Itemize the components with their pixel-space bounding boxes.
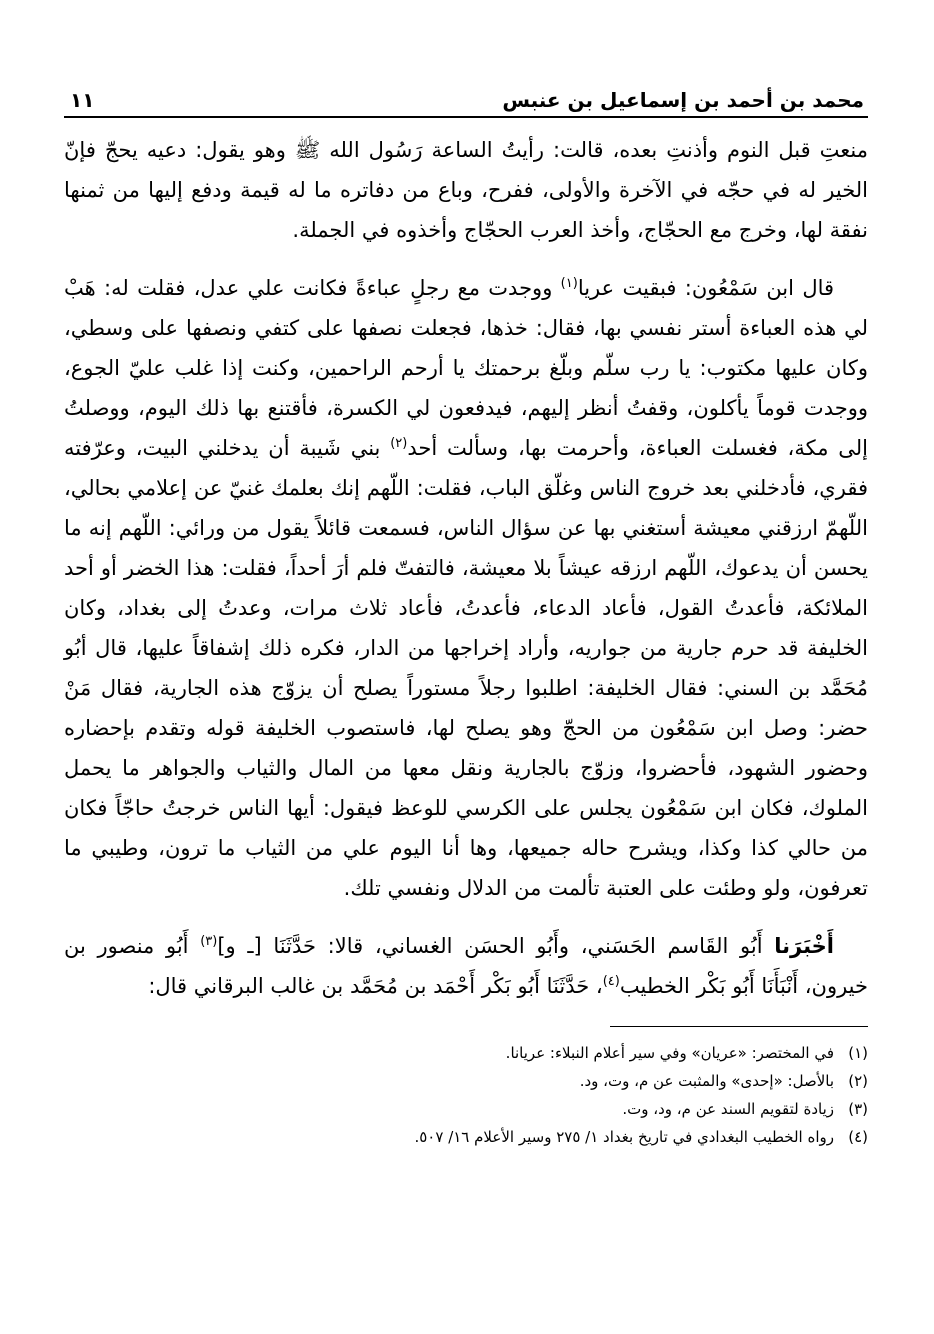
paragraph-text: أَبُو القَاسم الحَسَني، وأَبُو الحسَن الغساني، قالا: حَدَّثَنَا [ـ و] — [217, 934, 775, 958]
footnote-text: زيادة لتقويم السند عن م، ود، وت. — [622, 1100, 834, 1118]
narration-lead: أَخْبَرَنا — [774, 934, 834, 958]
footnote-ref[interactable]: (١) — [560, 276, 578, 291]
paragraph-text: أَبُو منصور بن خيرون، أَنْبَأَنَا أَبُو بَكْر الخطيب — [64, 934, 868, 998]
footnote-ref[interactable]: (٤) — [602, 974, 620, 989]
footnote-number: (٣) — [848, 1100, 868, 1118]
footnote-2 — [64, 1067, 868, 1095]
paragraph-text: ، حَدَّثَنَا أَبُو بَكْر أَحْمَد بن مُحَمَّد بن غالب البرقاني قال: — [148, 974, 603, 998]
paragraph-text: منعتِ قبل النوم وأذنتِ بعده، قالت: رأيتُ الساعة رَسُول الله ﷺ وهو يقول: دعيه يحجّ فإنّ الخير له في حجّه في الآخرة والأولى، ففرح، وباع من دفاتره ما له قيمة ودفع إليها من ثمنها نفقة لها، وخرج مع الحجّاج، وأخذ العرب الحجّاج وأخذوه في الجملة. — [64, 138, 868, 242]
header-title: محمد بن أحمد بن إسماعيل بن عنبس — [502, 88, 864, 112]
footnote-1 — [64, 1039, 868, 1067]
footnote-ref[interactable]: (٢) — [390, 436, 408, 451]
paragraph-text: ووجدت مع رجلٍ عباءةً فكانت علي عدل، فقلت له: هَبْ لي هذه العباءة أستر نفسي بها، فقال: خذها، فجعلت نصفها على كتفي ونصفها على وسطي، وكان عليها مكتوب: يا رب سلّم وبلّغ برحمتك يا أرحم الراحمين، وكنت إذا غلب عليّ الجوع، ووجدت قوماً يأكلون، وقفتُ أنظر إليهم، فيدفعون لي الكسرة، فأقتنع بها ذلك اليوم، ووصلتُ إلى مكة، فغسلت العباءة، وأحرمت بها، وسألت أحد — [64, 276, 868, 460]
footnote-number: (٢) — [848, 1072, 868, 1090]
footnotes — [64, 1039, 868, 1151]
footnote-4 — [64, 1123, 868, 1151]
paragraph-1 — [64, 130, 868, 250]
running-header — [64, 78, 868, 118]
footnote-ref[interactable]: (٣) — [200, 934, 218, 949]
footnote-number: (١) — [848, 1044, 868, 1062]
paragraph-2 — [64, 268, 868, 908]
footnote-number: (٤) — [848, 1128, 868, 1146]
footnote-text: بالأصل: «إحدى» والمثبت عن م، وت، ود. — [579, 1072, 834, 1090]
page-number: ١١ — [70, 88, 95, 112]
footnote-divider — [610, 1026, 868, 1027]
paragraph-text: قال ابن سَمْعُون: فبقيت عريا — [577, 276, 835, 300]
footnote-text: في المختصر: «عريان» وفي سير أعلام النبلاء: عريانا. — [505, 1044, 834, 1062]
paragraph-text: بني شَيبة أن يدخلني البيت، وعرّفته فقري، فأدخلني بعد خروج الناس وغلّق الباب، فقلت: اللّهم إنك بعلمك غنيّ عن إعلامي بحالي، اللّهمّ ارزقني معيشة أستغني بها عن سؤال الناس، فسمعت قائلاً يقول من ورائي: اللّهم إنه ما يحسن أن يدعوك، اللّهم ارزقه عيشاً بلا معيشة، فالتفتّ فلم أرَ أحداً، فقلت: هذا الخضر أو أحد الملائكة، فأعدتُ القول، فأعاد الدعاء، فأعدتُ، فأعاد ثلاث مرات، وعدتُ إلى بغداد، وكان الخليفة قد حرم جارية من جواريه، وأراد إخراجها من الدار، فكره ذلك إشفاقاً عليها، قال أبُو مُحَمَّد بن السني: فقال الخليفة: اطلبوا رجلاً مستوراً يصلح أن يزوّج هذه الجارية، فقال مَنْ حضر: وصل ابن سَمْعُون من الحجّ وهو يصلح لها، فاستصوب الخليفة قوله وتقدم بإحضاره وحضور الشهود، فأحضروا، وزوّج بالجارية ونقل معها من المال والثياب والجواهر ما يحمل الملوك، فكان ابن سَمْعُون يجلس على الكرسي للوعظ فيقول: أيها الناس خرجتُ حاجّاً فكان من حالي كذا وكذا، ويشرح حاله جميعها، وها أنا اليوم علي من الثياب ما ترون، وطيبي ما تعرفون، ولو وطئت على العتبة تألمت من الدلال ونفسي تلك. — [64, 436, 868, 900]
main-text — [64, 130, 868, 1006]
footnote-text: رواه الخطيب البغدادي في تاريخ بغداد ١/ ٢٧٥ وسير الأعلام ١٦/ ٥٠٧. — [414, 1128, 834, 1146]
paragraph-3 — [64, 926, 868, 1006]
footnote-3 — [64, 1095, 868, 1123]
